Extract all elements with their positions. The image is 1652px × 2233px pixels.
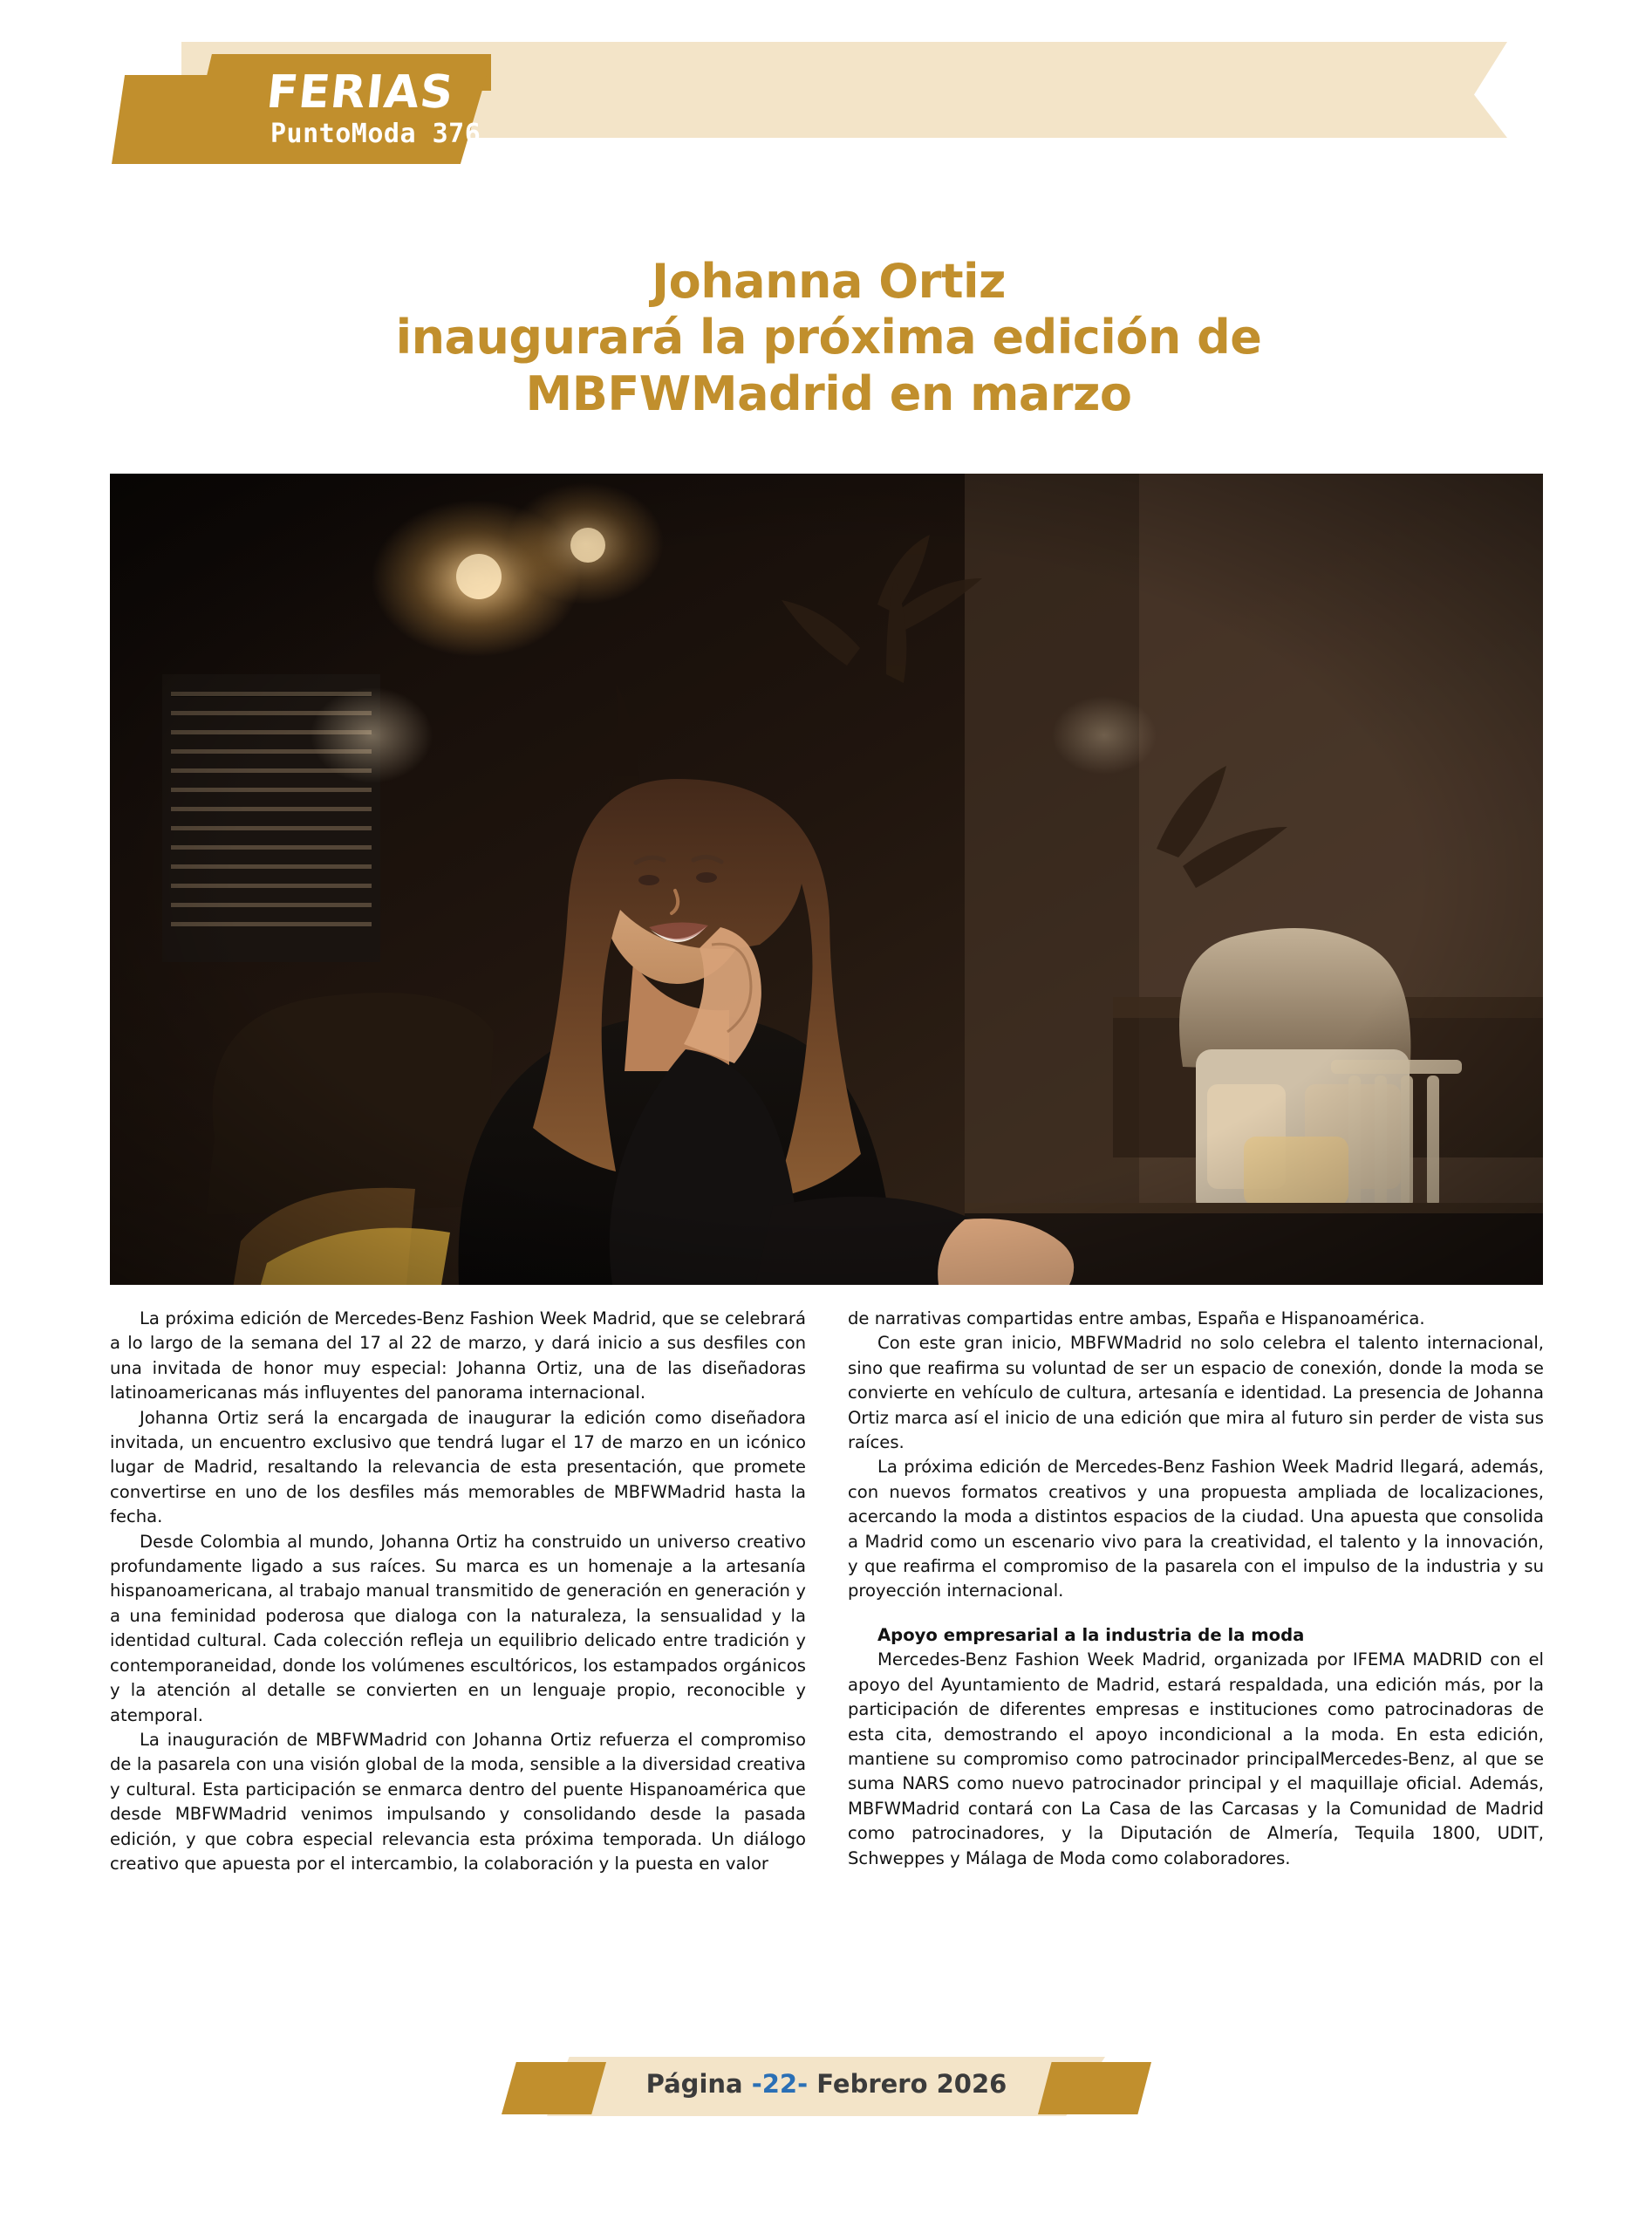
paragraph: Johanna Ortiz será la encargada de inaugurar la edición como diseñadora invitada, un encuentro exclusivo que tendrá lugar el 17 de marzo en un icónico lugar de Madrid, resaltando la relevancia de esta presentación, que promete convertirse en uno de los desfiles más memorables de MBFWMadrid hasta la fecha. bbox=[110, 1407, 806, 1527]
body-column-left bbox=[110, 1307, 806, 1876]
page-header-banner bbox=[112, 42, 1507, 154]
footer-date: Febrero 2026 bbox=[816, 2069, 1007, 2099]
paragraph: La próxima edición de Mercedes-Benz Fashion Week Madrid, que se celebrará a lo largo de la semana del 17 al 22 de marzo, y dará inicio a sus desfiles con una invitada de honor muy especial: Johanna Ortiz, una de las diseñadoras latinoamericanas más influyentes del panorama internacional. bbox=[110, 1308, 806, 1403]
body-subheading: Apoyo empresarial a la industria de la moda bbox=[877, 1624, 1305, 1645]
body-column-right bbox=[848, 1307, 1544, 1876]
paragraph: Mercedes-Benz Fashion Week Madrid, organizada por IFEMA MADRID con el apoyo del Ayuntamiento de Madrid, estará respaldada, una edición más, por la participación de diferentes empresas e instituciones como patrocinadoras de esta cita, demostrando el apoyo incondicional a la moda. En esta edición, mantiene su compromiso como patrocinador principalMercedes-Benz, al que se suma NARS como nuevo patrocinador principal y el maquillaje oficial. Además, MBFWMadrid contará con La Casa de las Carcasas y la Comunidad de Madrid como patrocinadores, y la Diputación de Almería, Tequila 1800, UDIT, Schweppes y Málaga de Moda como colaboradores. bbox=[848, 1649, 1544, 1868]
photo-illustration bbox=[110, 474, 1543, 1285]
article-title-line-2: inaugurará la próxima edición de bbox=[395, 310, 1262, 365]
footer-page-label: Página bbox=[645, 2069, 743, 2099]
paragraph: La inauguración de MBFWMadrid con Johanna Ortiz refuerza el compromiso de la pasarela con una visión global de la moda, sensible a la diversidad creativa y cultural. Esta participación se enmarca dentro del puente Hispanoamérica que desde MBFWMadrid venimos impulsando y consolidando desde la pasada edición, y que cobra especial relevancia esta próxima temporada. Un diálogo creativo que apuesta por el intercambio, la colaboración y la puesta en valor bbox=[110, 1729, 806, 1874]
publication-label: PuntoModa 376 bbox=[270, 119, 481, 149]
section-label: FERIAS bbox=[263, 66, 457, 119]
article-title-line-3: MBFWMadrid en marzo bbox=[525, 365, 1132, 421]
article-title-line-1: Johanna Ortiz bbox=[652, 254, 1006, 310]
footer-text bbox=[502, 2069, 1151, 2099]
article-title bbox=[140, 254, 1518, 422]
article-body bbox=[110, 1307, 1545, 1876]
paragraph: Con este gran inicio, MBFWMadrid no solo celebra el talento internacional, sino que reafirma su voluntad de ser un espacio de conexión, donde la moda se convierte en vehículo de cultura, artesanía e identidad. La presencia de Johanna Ortiz marca así el inicio de una edición que mira al futuro sin perder de vista sus raíces. bbox=[848, 1333, 1544, 1453]
article-photo bbox=[110, 474, 1543, 1285]
paragraph-continuation: de narrativas compartidas entre ambas, España e Hispanoamérica. bbox=[848, 1308, 1425, 1328]
paragraph: La próxima edición de Mercedes-Benz Fashion Week Madrid llegará, además, con nuevos formatos creativos y una propuesta ampliada de localizaciones, acercando la moda a distintos espacios de la ciudad. Una apuesta que consolida a Madrid como un escenario vivo para la creatividad, el talento y la innovación, y que reafirma el compromiso de la pasarela con el impulso de la industria y su proyección internacional. bbox=[848, 1457, 1544, 1601]
footer-page-number: -22- bbox=[751, 2069, 809, 2099]
paragraph: Desde Colombia al mundo, Johanna Ortiz ha construido un universo creativo profundamente ligado a sus raíces. Su marca es un homenaje a la artesanía hispanoamericana, al trabajo manual transmitido de generación en generación y a una feminidad poderosa que dialoga con la naturaleza, la sensualidad y la identidad cultural. Cada colección refleja un equilibrio delicado entre tradición y contemporaneidad, donde los volúmenes escultóricos, los estampados orgánicos y la atención al detalle se convierten en un lenguaje propio, reconocible y atemporal. bbox=[110, 1531, 806, 1725]
page-footer bbox=[502, 2057, 1151, 2125]
